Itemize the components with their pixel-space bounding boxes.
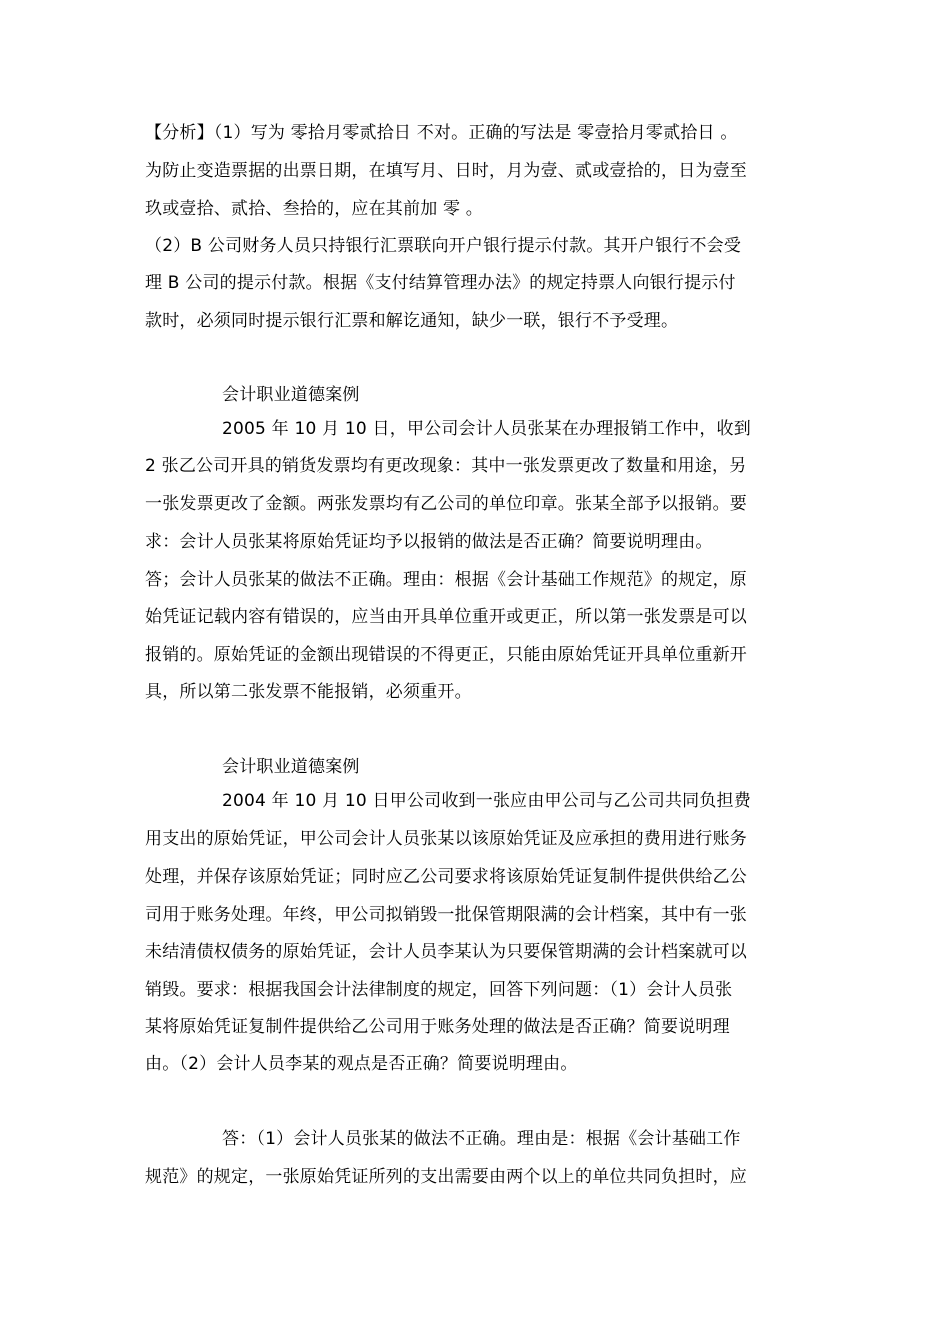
case2-line-5: 未结清债权债务的原始凭证，会计人员李某认为只要保管期满的会计档案就可以 <box>145 942 747 962</box>
case2-line-6: 销毁。要求：根据我国会计法律制度的规定，回答下列问题：（1）会计人员张 <box>145 980 733 1000</box>
analysis-line-3: 玖或壹拾、贰拾、叁拾的，应在其前加 零 。 <box>145 199 484 219</box>
case1-line-8: 具，所以第二张发票不能报销，必须重开。 <box>145 682 472 702</box>
case2-line-1: 2004 年 10 月 10 日甲公司收到一张应由甲公司与乙公司共同负担费 <box>222 791 751 811</box>
case2-line-3: 处理，并保存该原始凭证；同时应乙公司要求将该原始凭证复制件提供供给乙公 <box>145 867 747 887</box>
analysis-line-2: 为防止变造票据的出票日期，在填写月、日时，月为壹、贰或壹拾的，日为壹至 <box>145 161 747 181</box>
case1-line-3: 一张发票更改了金额。两张发票均有乙公司的单位印章。张某全部予以报销。要 <box>145 494 747 514</box>
case1-line-2: 2 张乙公司开具的销货发票均有更改现象：其中一张发票更改了数量和用途，另 <box>145 456 747 476</box>
analysis-line-5: 理 B 公司的提示付款。根据《支付结算管理办法》的规定持票人向银行提示付 <box>145 273 736 293</box>
case1-line-1: 2005 年 10 月 10 日，甲公司会计人员张某在办理报销工作中，收到 <box>222 419 751 439</box>
case2-line-8: 由。（2）会计人员李某的观点是否正确？简要说明理由。 <box>145 1054 578 1074</box>
case2-line-2: 用支出的原始凭证，甲公司会计人员张某以该原始凭证及应承担的费用进行账务 <box>145 829 747 849</box>
answer-line-1: 答：（1）会计人员张某的做法不正确。理由是：根据《会计基础工作 <box>222 1129 741 1149</box>
case-heading-1: 会计职业道德案例 <box>222 385 360 405</box>
analysis-line-4: （2）B 公司财务人员只持银行汇票联向开户银行提示付款。其开户银行不会受 <box>145 236 742 256</box>
analysis-line-6: 款时，必须同时提示银行汇票和解讫通知，缺少一联，银行不予受理。 <box>145 311 679 331</box>
case1-line-7: 报销的。原始凭证的金额出现错误的不得更正，只能由原始凭证开具单位重新开 <box>145 645 747 665</box>
case1-line-4: 求：会计人员张某将原始凭证均予以报销的做法是否正确？简要说明理由。 <box>145 532 713 552</box>
case2-line-4: 司用于账务处理。年终，甲公司拟销毁一批保管期限满的会计档案，其中有一张 <box>145 905 747 925</box>
case2-line-7: 某将原始凭证复制件提供给乙公司用于账务处理的做法是否正确？简要说明理 <box>145 1017 730 1037</box>
case-heading-2: 会计职业道德案例 <box>222 757 360 777</box>
answer-line-2: 规范》的规定，一张原始凭证所列的支出需要由两个以上的单位共同负担时，应 <box>145 1167 747 1187</box>
analysis-line-1: 【分析】（1）写为 零拾月零贰拾日 不对。正确的写法是 零壹拾月零贰拾日 。 <box>145 123 738 143</box>
case1-line-5: 答；会计人员张某的做法不正确。理由：根据《会计基础工作规范》的规定，原 <box>145 570 747 590</box>
case1-line-6: 始凭证记载内容有错误的，应当由开具单位重开或更正，所以第一张发票是可以 <box>145 607 747 627</box>
